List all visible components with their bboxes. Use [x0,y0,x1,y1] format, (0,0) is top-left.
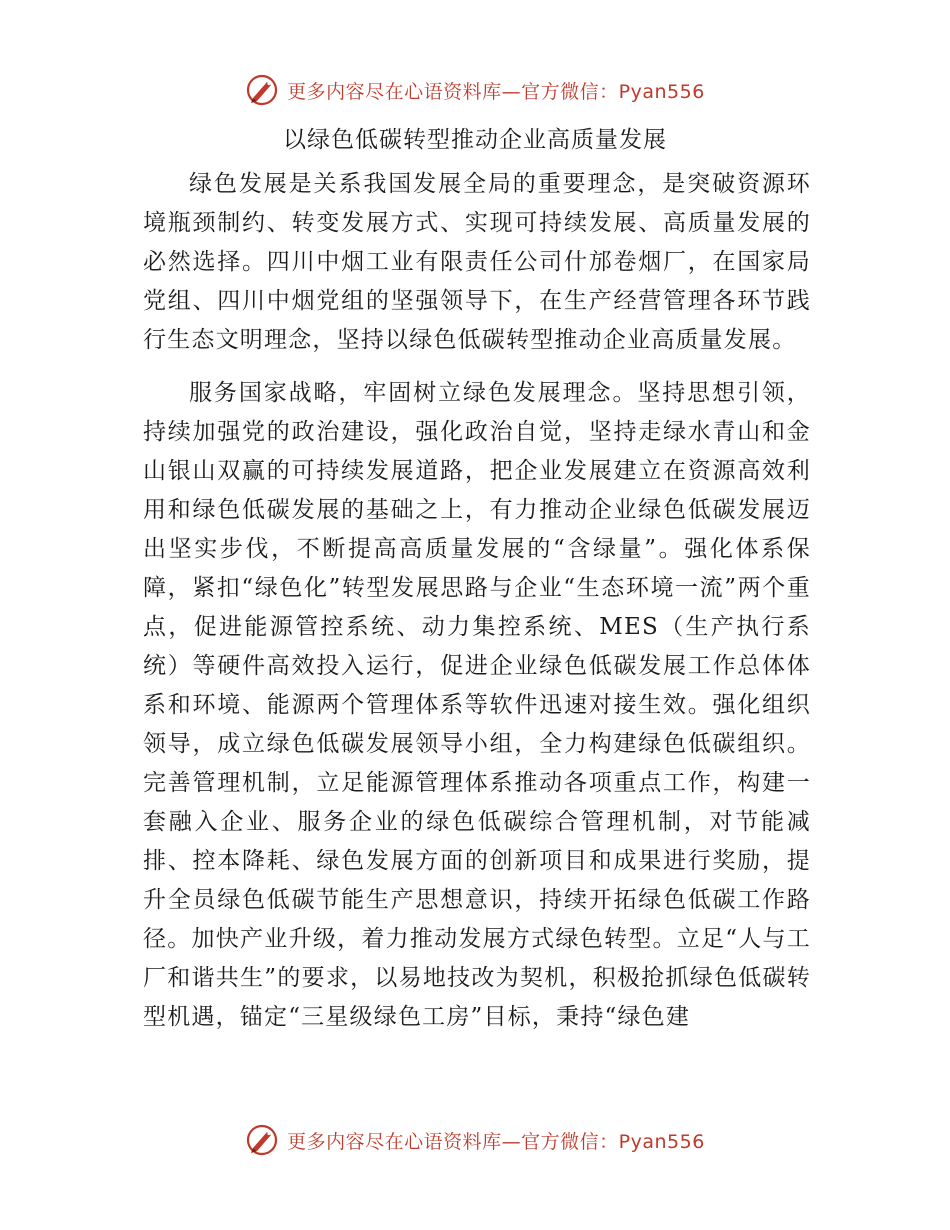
document-title: 以绿色低碳转型推动企业高质量发展 [283,127,667,153]
banner-wechat: 官方微信：Pyan556 [521,80,705,103]
banner-text [287,77,705,104]
banner-text [287,1127,705,1154]
paragraph: 绿色发展是关系我国发展全局的重要理念，是突破资源环境瓶颈制约、转变发展方式、实现可持续发展、高质量发展的必然选择。四川中烟工业有限责任公司什邡卷烟厂，在国家局党组、四川中烟党组的坚强领导下，在生产经营管理各环节践行生态文明理念，坚持以绿色低碳转型推动企业高质量发展。 [143,171,811,353]
banner-wechat: 官方微信：Pyan556 [521,1130,705,1153]
document-body [143,165,811,1037]
footer-banner [0,1120,950,1160]
header-banner [0,70,950,110]
pen-logo-icon [245,73,279,107]
banner-library-name: 更多内容尽在心语资料库 [287,80,502,103]
paragraph: 服务国家战略，牢固树立绿色发展理念。坚持思想引领，持续加强党的政治建设，强化政治自觉，坚持走绿水青山和金山银山双赢的可持续发展道路，把企业发展建立在资源高效利用和绿色低碳发展的基础之上，有力推动企业绿色低碳发展迈出坚实步伐，不断提高高质量发展的“含绿量”。强化体系保障，紧扣“绿色化”转型发展思路与企业“生态环境一流”两个重点，促进能源管控系统、动力集控系统、MES（生产执行系统）等硬件高效投入运行，促进企业绿色低碳发展工作总体体系和环境、能源两个管理体系等软件迅速对接生效。强化组织领导，成立绿色低碳发展领导小组，全力构建绿色低碳组织。完善管理机制，立足能源管理体系推动各项重点工作，构建一套融入企业、服务企业的绿色低碳综合管理机制，对节能减排、控本降耗、绿色发展方面的创新项目和成果进行奖励，提升全员绿色低碳节能生产思想意识，持续开拓绿色低碳工作路径。加快产业升级，着力推动发展方式绿色转型。立足“人与工厂和谐共生”的要求，以易地技改为契机，积极抢抓绿色低碳转型机遇，锚定“三星级绿色工房”目标，秉持“绿色建 [143,380,811,1030]
banner-separator: — [501,80,522,103]
banner-separator: — [501,1130,522,1153]
banner-library-name: 更多内容尽在心语资料库 [287,1130,502,1153]
pen-logo-icon [245,1123,279,1157]
